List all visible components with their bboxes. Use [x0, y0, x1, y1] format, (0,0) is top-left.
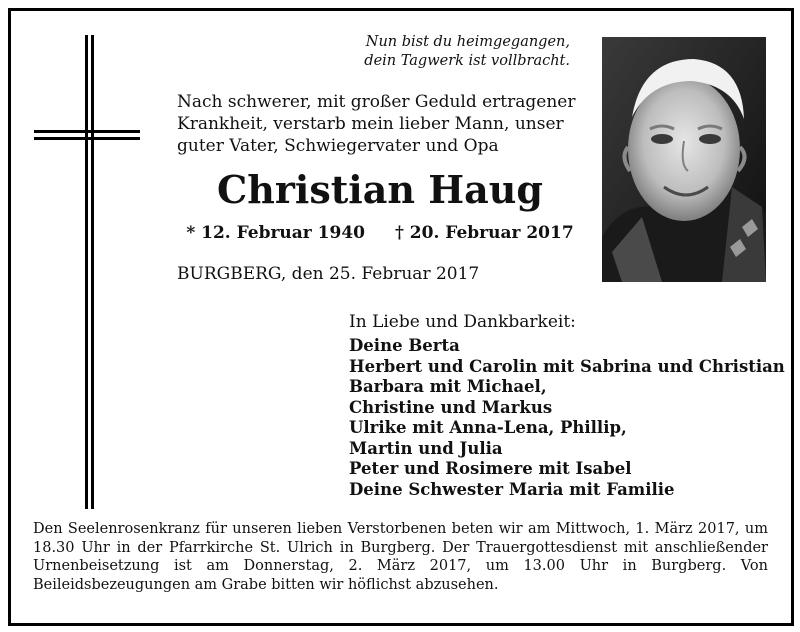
mourners-list: [349, 336, 785, 500]
place-and-date: BURGBERG, den 25. Februar 2017: [177, 264, 480, 284]
mourner-entry: Christine und Markus: [349, 397, 553, 417]
deceased-name: Christian Haug: [217, 167, 543, 212]
mourner-entry: Martin und Julia: [349, 438, 503, 458]
cross-vertical-bar: [85, 35, 88, 509]
cross-horizontal-bar: [34, 137, 140, 140]
birth-date: * 12. Februar 1940: [186, 223, 365, 243]
intro-text: [177, 91, 587, 157]
intro-line: Nach schwerer, mit großer Geduld ertragener: [177, 92, 576, 112]
mourner-entry: Deine Berta: [349, 336, 460, 355]
death-date: † 20. Februar 2017: [395, 223, 574, 243]
motto-line: dein Tagwerk ist vollbracht.: [364, 53, 570, 69]
motto-line: Nun bist du heimgegangen,: [365, 34, 570, 50]
mourner-entry: Deine Schwester Maria mit Familie: [349, 479, 675, 499]
intro-line: guter Vater, Schwiegervater und Opa: [177, 136, 499, 156]
mourner-entry: Peter und Rosimere mit Isabel: [349, 459, 632, 478]
service-notice: Den Seelenrosenkranz für unseren lieben Verstorbenen beten wir am Mittwoch, 1. März 2017, um 18.30 Uhr in der Pfarrkirche St. Ulrich in Burgberg. Der Trauergottesdienst mit anschließender Urnenbeisetzung ist am Donnerstag, 2. März 2017, um 13.00 Uhr in Burgberg. Von Beileidsbezeugungen am Grabe bitten wir höflichst abzusehen.: [33, 521, 768, 593]
mourner-entry: Ulrike mit Anna-Lena, Phillip,: [349, 418, 627, 437]
cross-vertical-bar: [91, 35, 94, 509]
life-dates: [160, 222, 600, 244]
motto: [330, 33, 570, 71]
portrait-photo: [602, 37, 766, 282]
mourner-entry: Barbara mit Michael,: [349, 377, 547, 396]
thanks-heading: In Liebe und Dankbarkeit:: [349, 312, 576, 332]
cross-horizontal-bar: [34, 130, 140, 133]
intro-line: Krankheit, verstarb mein lieber Mann, unser: [177, 114, 564, 134]
mourner-entry: Herbert und Carolin mit Sabrina und Christian: [349, 356, 785, 376]
